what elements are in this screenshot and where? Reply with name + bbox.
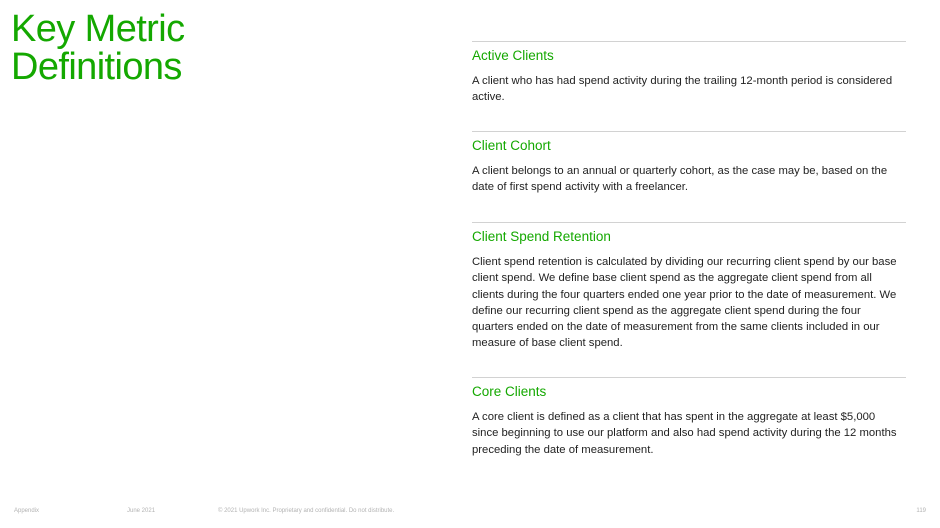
definition-active-clients: [472, 41, 906, 106]
definition-term: Client Spend Retention: [472, 229, 611, 244]
definition-term: Client Cohort: [472, 138, 551, 153]
definition-description: A client belongs to an annual or quarterly cohort, as the case may be, based on the date of first spend activity with a freelancer.: [472, 165, 888, 194]
definition-description: A core client is defined as a client that has spent in the aggregate at least $5,000 since beginning to use our platform and also had spend activity during the 12 months preceding the date of measurement.: [472, 411, 897, 456]
footer-page-number: 119: [916, 508, 926, 514]
definition-term: Core Clients: [472, 384, 547, 399]
page-title: [11, 10, 311, 86]
definition-client-cohort: [472, 131, 906, 196]
definition-client-spend-retention: [472, 222, 906, 352]
divider: [472, 377, 906, 378]
definition-term: Active Clients: [472, 48, 554, 63]
footer-legal-notice: © 2021 Upwork Inc. Proprietary and confidential. Do not distribute.: [218, 508, 395, 514]
page-title-line-2: Definitions: [11, 46, 182, 88]
definition-description: A client who has had spend activity during the trailing 12-month period is considered active.: [472, 75, 893, 104]
footer-date: June 2021: [127, 508, 156, 514]
definition-description: Client spend retention is calculated by dividing our recurring client spend by our base client spend. We define base client spend as the aggregate client spend from all clients during the four quarters ended one year prior to the date of measurement. We define our recurring client spend as the aggregate client spend during the four quarters ended on the date of measurement from the same clients included in our measure of base client spend.: [472, 256, 897, 350]
divider: [472, 41, 906, 42]
divider: [472, 222, 906, 223]
definition-core-clients: [472, 377, 906, 458]
footer-section-label: Appendix: [14, 508, 40, 514]
page-title-line-1: Key Metric: [11, 8, 185, 50]
divider: [472, 131, 906, 132]
